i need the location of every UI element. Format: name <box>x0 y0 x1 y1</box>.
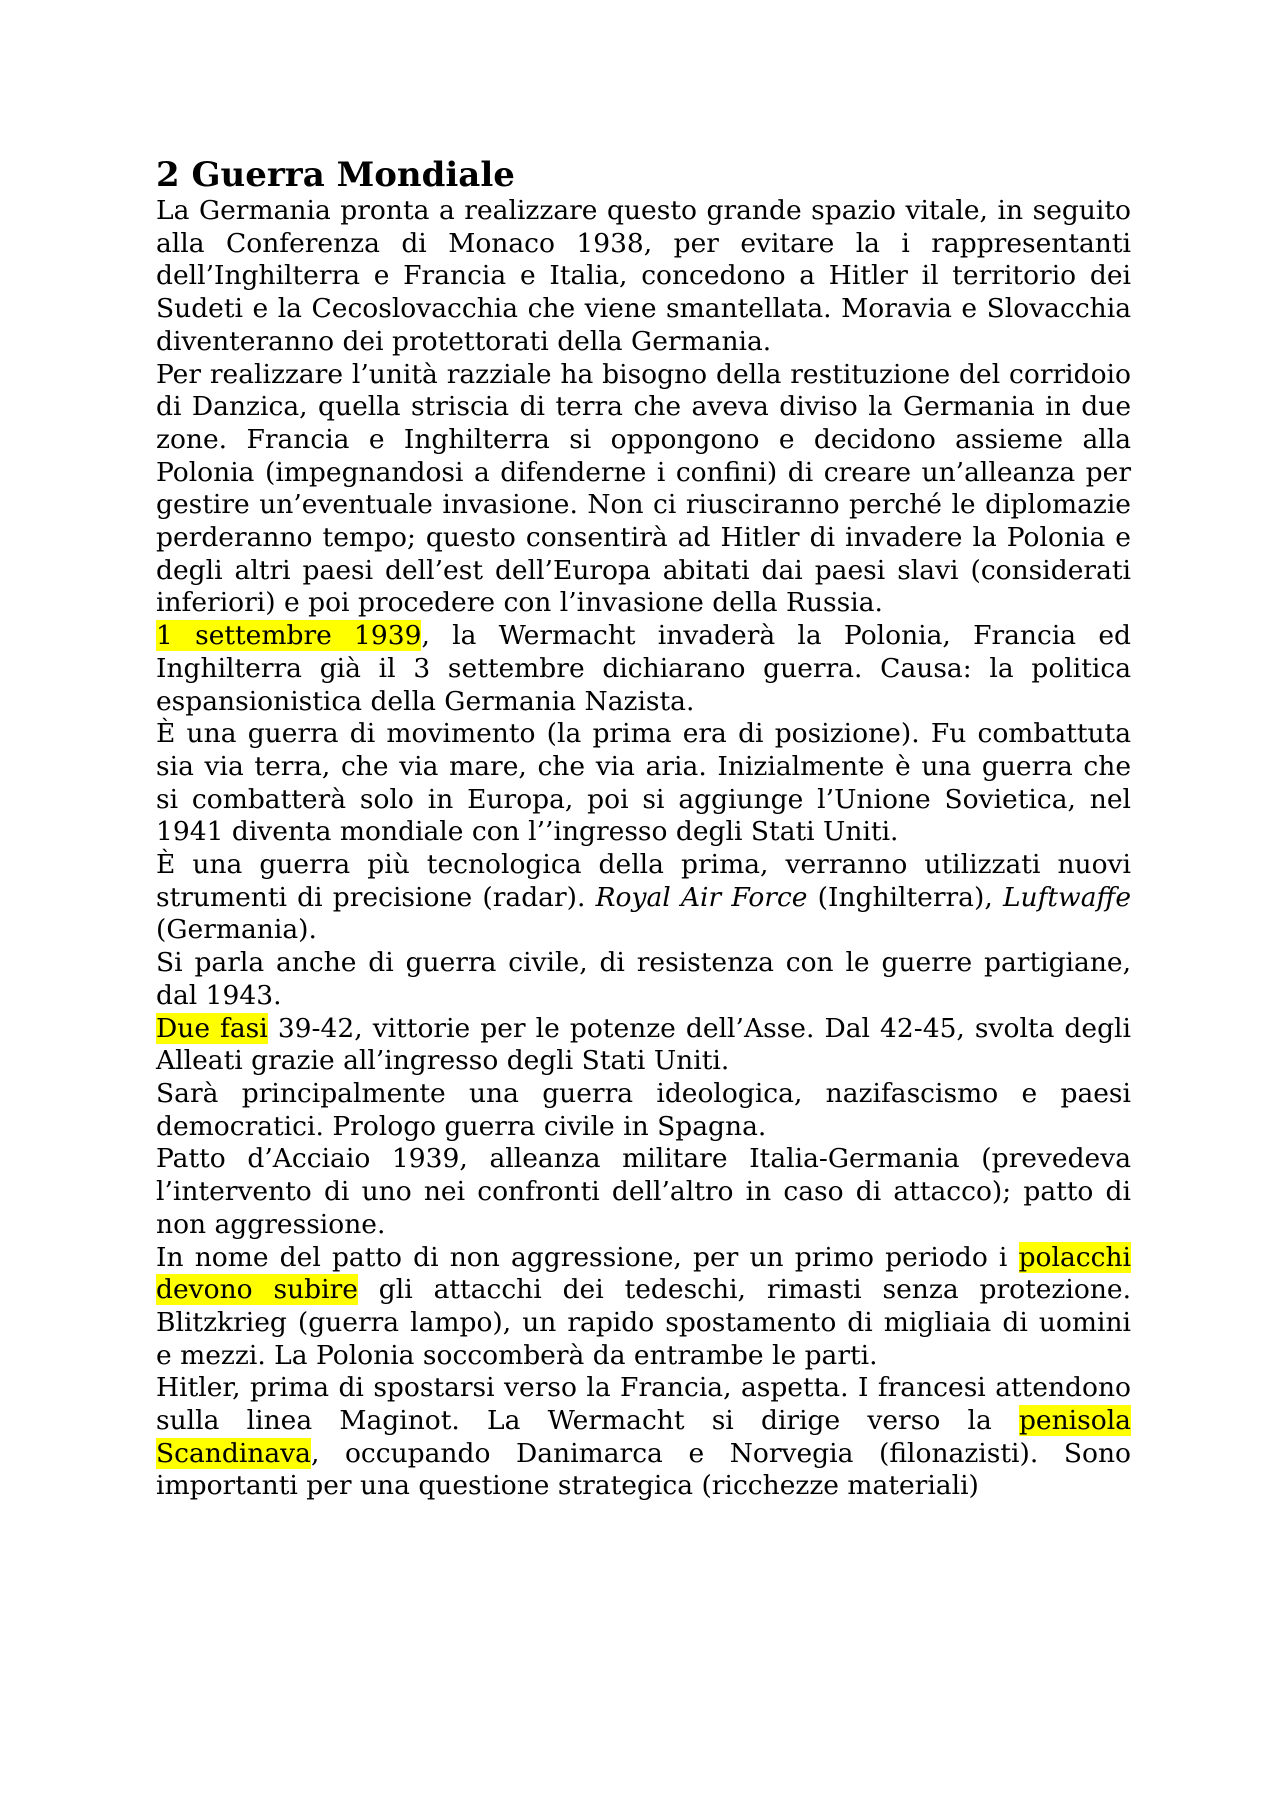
paragraph-10-text-a: In nome del patto di non aggressione, per un primo periodo i <box>156 1241 1019 1273</box>
paragraph-4: È una guerra di movimento (la prima era di posizione). Fu combattuta sia via terra, che via mare, che via aria. Inizialmente è una guerra che si combatterà solo in Europa, poi si aggiunge l’Unione Sovietica, nel 1941 diventa mondiale con l’’ingresso degli Stati Uniti. <box>156 718 1131 848</box>
paragraph-5-text-c: (Germania). <box>156 914 317 946</box>
highlight-penisola-scandinava: penisola Scandinava <box>156 1405 1131 1469</box>
paragraph-2: Per realizzare l’unità razziale ha bisogno della restituzione del corridoio di Danzica, quella striscia di terra che aveva diviso la Germania in due zone. Francia e Inghilterra si oppongono e decidono assieme alla Polonia (impegnandosi a difenderne i confini) di creare un’alleanza per gestire un’eventuale invasione. Non ci riusciranno perché le diplomazie perderanno tempo; questo consentirà ad Hitler di invadere la Polonia e degli altri paesi dell’est dell’Europa abitati dai paesi slavi (considerati inferiori) e poi procedere con l’invasione della Russia. <box>156 358 1131 619</box>
highlight-polacchi: polacchi devono subire <box>156 1241 1131 1306</box>
paragraph-8: Sarà principalmente una guerra ideologica, nazifascismo e paesi democratici. Prologo guerra civile in Spagna. <box>156 1077 1131 1142</box>
paragraph-7-text: 39-42, vittorie per le potenze dell’Asse. Dal 42-45, svolta degli Alleati grazie all’ingresso degli Stati Uniti. <box>156 1012 1131 1077</box>
highlight-due-fasi: Due fasi <box>156 1012 268 1044</box>
paragraph-9: Patto d’Acciaio 1939, alleanza militare Italia-Germania (prevedeva l’intervento di uno nei confronti dell’altro in caso di attacco); patto di non aggressione. <box>156 1143 1131 1240</box>
paragraph-3-text: , la Wermacht invaderà la Polonia, Francia ed Inghilterra già il 3 settembre dichiarano guerra. Causa: la politica espansionistica della Germania Nazista. <box>156 620 1131 717</box>
document-title: 2 Guerra Mondiale <box>156 155 515 195</box>
highlight-date: 1 settembre 1939 <box>156 620 422 652</box>
paragraph-11 <box>156 1372 1131 1503</box>
paragraph-5-text-a: È una guerra più tecnologica della prima, verranno utilizzati nuovi strumenti di precisione (radar). <box>156 849 1131 913</box>
paragraph-5-text-b: (Inghilterra), <box>807 881 1003 913</box>
paragraph-7 <box>156 1013 1131 1078</box>
paragraph-6: Si parla anche di guerra civile, di resistenza con le guerre partigiane, dal 1943. <box>156 947 1131 1011</box>
paragraph-10 <box>156 1242 1131 1373</box>
paragraph-1: La Germania pronta a realizzare questo grande spazio vitale, in seguito alla Conferenza di Monaco 1938, per evitare la i rappresentanti dell’Inghilterra e Francia e Italia, concedono a Hitler il territorio dei Sudeti e la Cecoslovacchia che viene smantellata. Moravia e Slovacchia diventeranno dei protettorati della Germania. <box>156 195 1131 357</box>
italic-luftwaffe: Luftwaffe <box>1002 881 1131 913</box>
document-page <box>156 155 1131 1503</box>
paragraph-10-text-b: gli attacchi dei tedeschi, rimasti senza protezione. Blitzkrieg (guerra lampo), un rapido spostamento di migliaia di uomini e mezzi. La Polonia soccomberà da entrambe le parti. <box>156 1274 1131 1371</box>
paragraph-5 <box>156 849 1131 947</box>
paragraph-3 <box>156 620 1131 718</box>
italic-royal-air-force: Royal Air Force <box>595 881 808 913</box>
paragraph-11-text-b: , occupando Danimarca e Norvegia (filonazisti). Sono importanti per una questione strategica (ricchezze materiali) <box>156 1437 1131 1502</box>
paragraph-11-text-a: Hitler, prima di spostarsi verso la Francia, aspetta. I francesi attendono sulla linea Maginot. La Wermacht si dirige verso la <box>156 1372 1131 1437</box>
